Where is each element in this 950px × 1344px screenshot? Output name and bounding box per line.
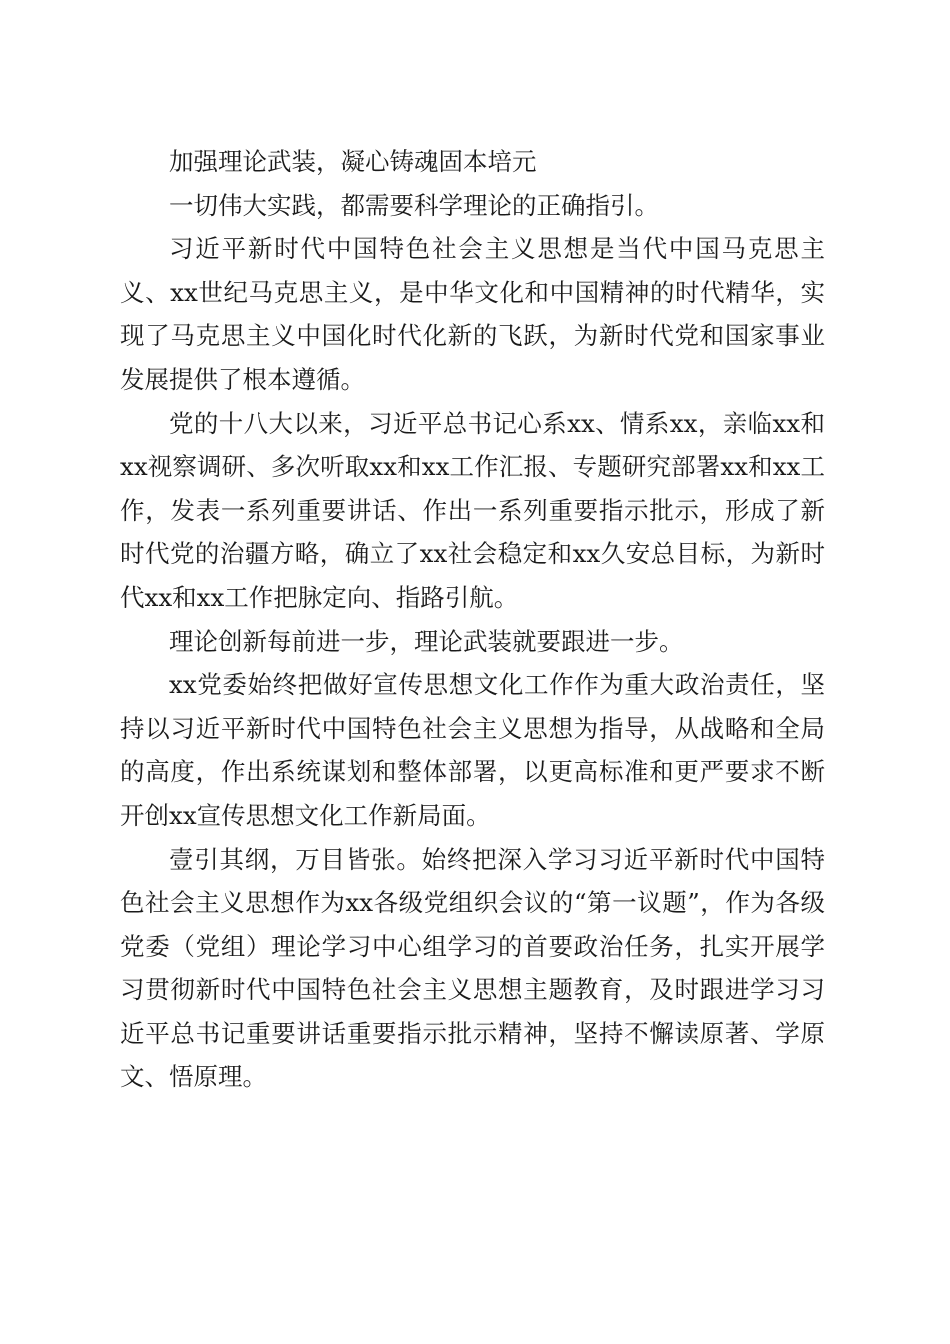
paragraph: 一切伟大实践，都需要科学理论的正确指引。 (169, 190, 659, 220)
paragraph: 理论创新每前进一步，理论武装就要跟进一步。 (169, 626, 684, 656)
document-body (120, 140, 825, 1099)
paragraph: 党的十八大以来，习近平总书记心系xx、情系xx，亲临xx和xx视察调研、多次听取xx和xx工作汇报、专题研究部署xx和xx工作，发表一系列重要讲话、作出一系列重要指示批示，形成了新时代党的治疆方略，确立了xx社会稳定和xx久安总目标，为新时代xx和xx工作把脉定向、指路引航。 (120, 408, 825, 612)
document-title: 加强理论武装，凝心铸魂固本培元 (169, 147, 537, 176)
paragraph: xx党委始终把做好宣传思想文化工作作为重大政治责任，坚持以习近平新时代中国特色社会主义思想为指导，从战略和全局的高度，作出系统谋划和整体部署，以更高标准和更严要求不断开创xx宣传思想文化工作新局面。 (120, 670, 825, 830)
paragraph: 习近平新时代中国特色社会主义思想是当代中国马克思主义、xx世纪马克思主义，是中华文化和中国精神的时代精华，实现了马克思主义中国化时代化新的飞跃，为新时代党和国家事业发展提供了根本遵循。 (120, 234, 825, 394)
paragraph: 壹引其纲，万目皆张。始终把深入学习习近平新时代中国特色社会主义思想作为xx各级党组织会议的“第一议题”，作为各级党委（党组）理论学习中心组学习的首要政治任务，扎实开展学习贯彻新时代中国特色社会主义思想主题教育，及时跟进学习习近平总书记重要讲话重要指示批示精神，坚持不懈读原著、学原文、悟原理。 (120, 844, 825, 1092)
